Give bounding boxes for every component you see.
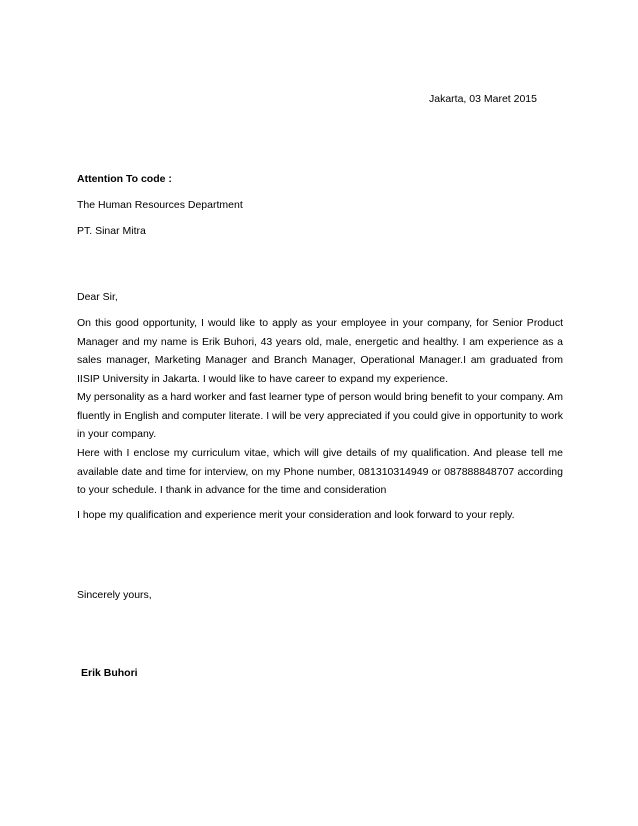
recipient-company: PT. Sinar Mitra: [77, 225, 146, 237]
attention-line: Attention To code :: [77, 173, 172, 185]
recipient-department: The Human Resources Department: [77, 199, 243, 211]
letter-date: Jakarta, 03 Maret 2015: [429, 93, 537, 105]
signature-name: Erik Buhori: [81, 667, 138, 679]
body-paragraph: Here with I enclose my curriculum vitae, which will give details of my qualification. And please tell me available date and time for interview, on my Phone number, 081310314949 or 087888848707 according to your schedule. I thank in advance for the time and consideration: [77, 447, 563, 496]
body-paragraph: My personality as a hard worker and fast learner type of person would bring benefit to your company. Am fluently in English and computer literate. I will be very appreciated if you could give in opportunity to work in your company.: [77, 391, 563, 440]
closing-line: Sincerely yours,: [77, 589, 152, 601]
salutation: Dear Sir,: [77, 291, 118, 303]
body-paragraph: I hope my qualification and experience merit your consideration and look forward to your reply.: [77, 509, 515, 521]
body-paragraph: On this good opportunity, I would like to apply as your employee in your company, for Senior Product Manager and my name is Erik Buhori, 43 years old, male, energetic and healthy. I am experience as a sales manager, Marketing Manager and Branch Manager, Operational Manager.I am graduated from IISIP University in Jakarta. I would like to have career to expand my experience.: [77, 317, 563, 385]
